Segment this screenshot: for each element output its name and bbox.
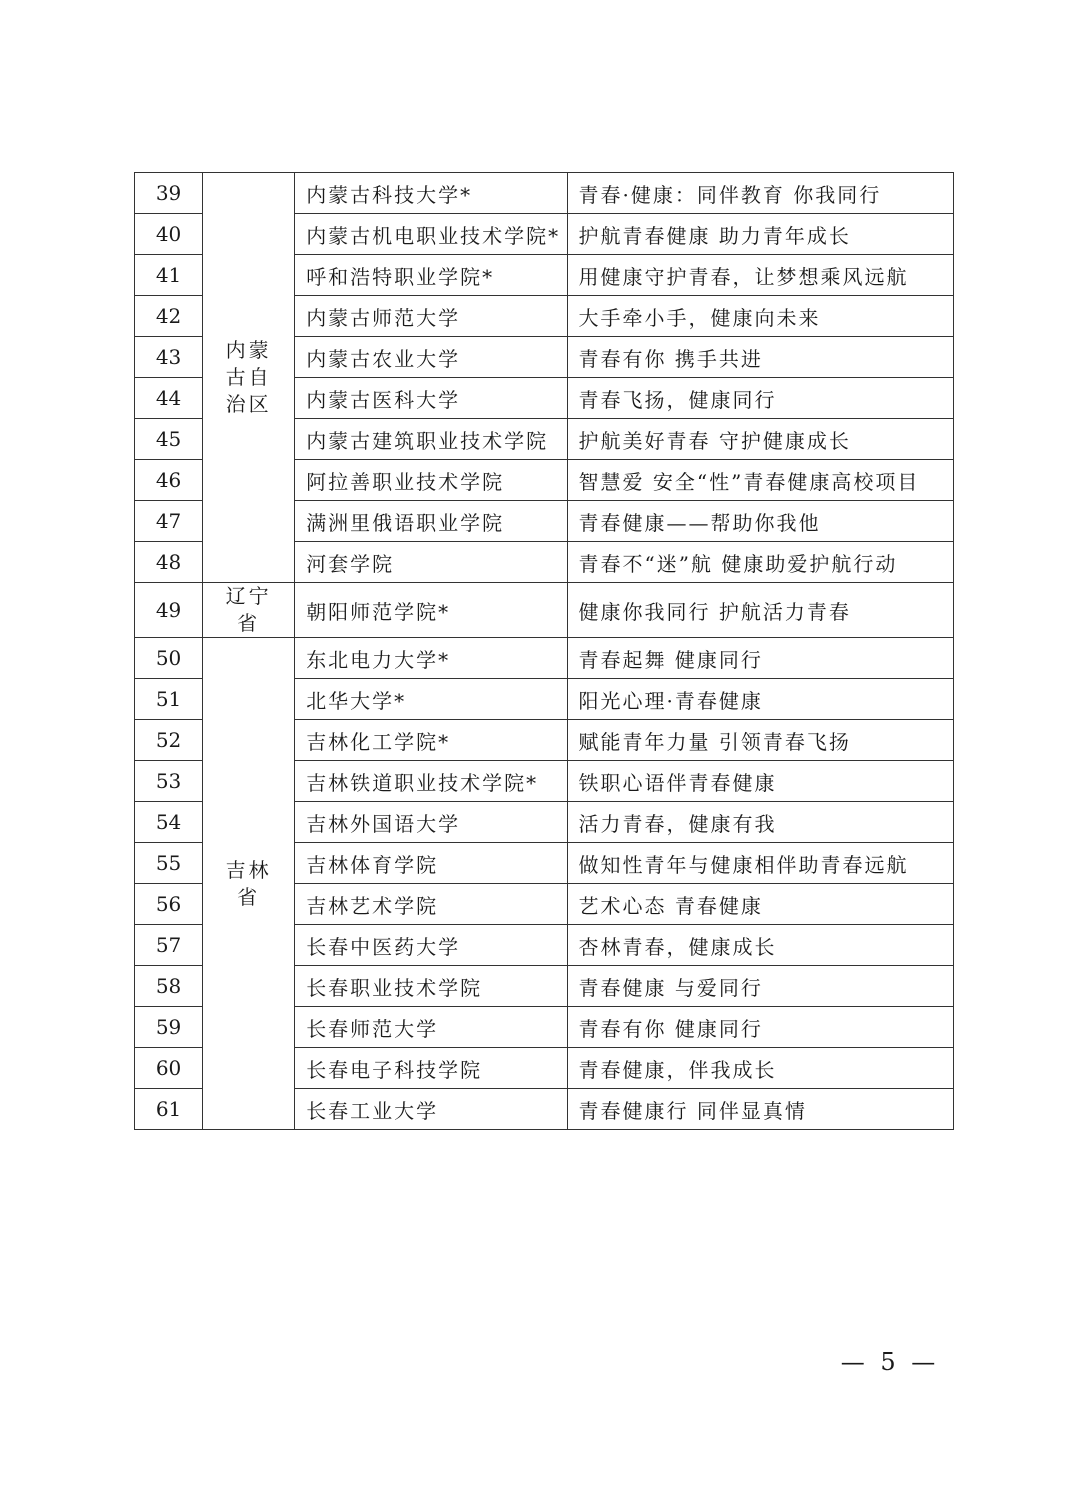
row-number: 51 (135, 679, 203, 720)
row-number: 49 (135, 583, 203, 638)
region-name: 内蒙古自治区 (225, 338, 272, 416)
project-name: 杏林青春，健康成长 (567, 925, 953, 966)
school-name: 呼和浩特职业学院* (295, 255, 567, 296)
school-name: 内蒙古农业大学 (295, 337, 567, 378)
row-number: 46 (135, 460, 203, 501)
row-number: 48 (135, 542, 203, 583)
row-number: 57 (135, 925, 203, 966)
project-name: 青春有你 健康同行 (567, 1007, 953, 1048)
project-name: 智慧爱 安全“性”青春健康高校项目 (567, 460, 953, 501)
school-name: 吉林艺术学院 (295, 884, 567, 925)
project-name: 阳光心理·青春健康 (567, 679, 953, 720)
school-name: 吉林化工学院* (295, 720, 567, 761)
row-number: 53 (135, 761, 203, 802)
row-number: 61 (135, 1089, 203, 1130)
row-number: 50 (135, 638, 203, 679)
school-name: 长春电子科技学院 (295, 1048, 567, 1089)
row-number: 59 (135, 1007, 203, 1048)
project-name: 活力青春，健康有我 (567, 802, 953, 843)
school-name: 内蒙古医科大学 (295, 378, 567, 419)
row-number: 56 (135, 884, 203, 925)
table-row (135, 638, 954, 679)
row-number: 47 (135, 501, 203, 542)
row-number: 43 (135, 337, 203, 378)
row-number: 60 (135, 1048, 203, 1089)
project-name: 大手牵小手，健康向未来 (567, 296, 953, 337)
project-name: 护航青春健康 助力青年成长 (567, 214, 953, 255)
project-name: 护航美好青春 守护健康成长 (567, 419, 953, 460)
school-name: 长春职业技术学院 (295, 966, 567, 1007)
project-name: 健康你我同行 护航活力青春 (567, 583, 953, 638)
row-number: 55 (135, 843, 203, 884)
row-number: 58 (135, 966, 203, 1007)
row-number: 52 (135, 720, 203, 761)
school-name: 长春中医药大学 (295, 925, 567, 966)
project-name: 青春·健康：同伴教育 你我同行 (567, 173, 953, 214)
school-name: 长春工业大学 (295, 1089, 567, 1130)
project-name: 青春健康 与爱同行 (567, 966, 953, 1007)
row-number: 39 (135, 173, 203, 214)
table-row (135, 173, 954, 214)
school-name: 长春师范大学 (295, 1007, 567, 1048)
project-name: 青春飞扬，健康同行 (567, 378, 953, 419)
region-cell (203, 638, 295, 1130)
region-name: 辽宁省 (225, 584, 272, 635)
row-number: 54 (135, 802, 203, 843)
school-name: 北华大学* (295, 679, 567, 720)
project-name: 铁职心语伴青春健康 (567, 761, 953, 802)
row-number: 41 (135, 255, 203, 296)
school-name: 河套学院 (295, 542, 567, 583)
school-name: 东北电力大学* (295, 638, 567, 679)
school-name: 内蒙古科技大学* (295, 173, 567, 214)
school-name: 吉林外国语大学 (295, 802, 567, 843)
region-cell (203, 173, 295, 583)
row-number: 44 (135, 378, 203, 419)
project-name: 青春不“迷”航 健康助爱护航行动 (567, 542, 953, 583)
project-name: 青春健康，伴我成长 (567, 1048, 953, 1089)
region-name: 吉林省 (225, 857, 272, 909)
project-name: 艺术心态 青春健康 (567, 884, 953, 925)
row-number: 42 (135, 296, 203, 337)
school-project-table (134, 172, 954, 1130)
table-row (135, 583, 954, 638)
table-body (135, 173, 954, 1130)
school-name: 内蒙古建筑职业技术学院 (295, 419, 567, 460)
project-name: 青春健康行 同伴显真情 (567, 1089, 953, 1130)
project-name: 青春起舞 健康同行 (567, 638, 953, 679)
school-name: 内蒙古师范大学 (295, 296, 567, 337)
project-name: 赋能青年力量 引领青春飞扬 (567, 720, 953, 761)
school-name: 阿拉善职业技术学院 (295, 460, 567, 501)
region-cell (203, 583, 295, 638)
row-number: 45 (135, 419, 203, 460)
school-name: 吉林体育学院 (295, 843, 567, 884)
school-name: 内蒙古机电职业技术学院* (295, 214, 567, 255)
project-name: 青春健康——帮助你我他 (567, 501, 953, 542)
project-name: 做知性青年与健康相伴助青春远航 (567, 843, 953, 884)
project-name: 用健康守护青春，让梦想乘风远航 (567, 255, 953, 296)
page-number: — 5 — (840, 1348, 940, 1376)
school-name: 朝阳师范学院* (295, 583, 567, 638)
school-name: 吉林铁道职业技术学院* (295, 761, 567, 802)
school-name: 满洲里俄语职业学院 (295, 501, 567, 542)
row-number: 40 (135, 214, 203, 255)
project-name: 青春有你 携手共进 (567, 337, 953, 378)
